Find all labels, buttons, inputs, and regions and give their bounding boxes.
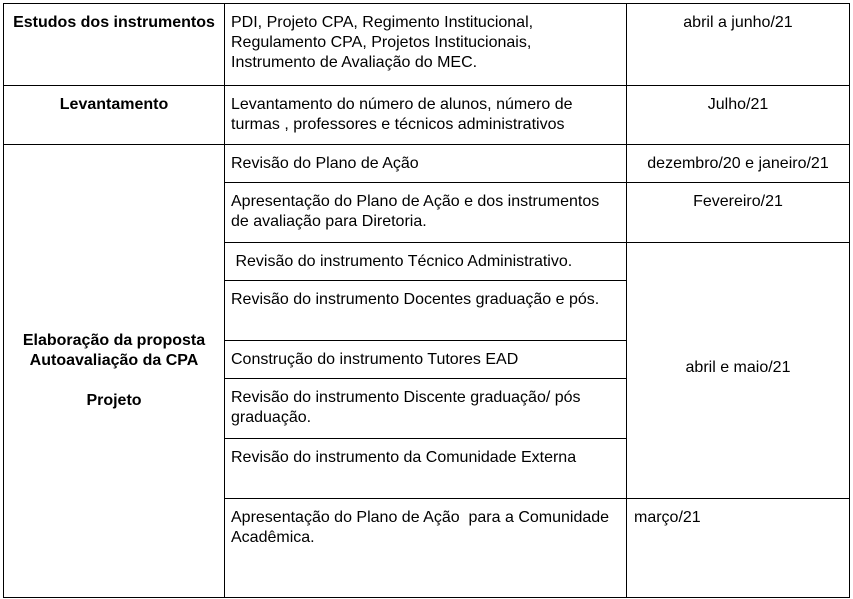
activity-cell: Revisão do instrumento Docentes graduação e pós. xyxy=(225,281,627,341)
period-cell: março/21 xyxy=(627,499,850,598)
activity-cell: Revisão do instrumento Técnico Administrativo. xyxy=(225,243,627,281)
activity-cell: Construção do instrumento Tutores EAD xyxy=(225,341,627,379)
stage-cell-group xyxy=(4,145,225,598)
table-row xyxy=(4,4,850,86)
activity-cell: Revisão do instrumento Discente graduação/ pós graduação. xyxy=(225,379,627,439)
activity-cell: Revisão do instrumento da Comunidade Externa xyxy=(225,439,627,499)
period-cell: Fevereiro/21 xyxy=(627,183,850,243)
activity-cell: PDI, Projeto CPA, Regimento Institucional, Regulamento CPA, Projetos Institucionais, Instrumento de Avaliação do MEC. xyxy=(225,4,627,86)
stage-cell: Levantamento xyxy=(4,86,225,145)
period-cell: abril a junho/21 xyxy=(627,4,850,86)
stage-cell: Estudos dos instrumentos xyxy=(4,4,225,86)
activity-cell: Apresentação do Plano de Ação e dos instrumentos de avaliação para Diretoria. xyxy=(225,183,627,243)
stage-group-title: Elaboração da proposta Autoavaliação da CPA xyxy=(22,332,206,369)
activity-cell: Apresentação do Plano de Ação para a Comunidade Acadêmica. xyxy=(225,499,627,598)
stage-group-subtitle: Projeto xyxy=(86,392,142,409)
period-cell: abril e maio/21 xyxy=(627,243,850,499)
schedule-table xyxy=(3,3,850,598)
table-row xyxy=(4,145,850,183)
period-cell: Julho/21 xyxy=(627,86,850,145)
period-cell: dezembro/20 e janeiro/21 xyxy=(627,145,850,183)
table-row xyxy=(4,86,850,145)
activity-cell: Levantamento do número de alunos, número de turmas , professores e técnicos administrativos xyxy=(225,86,627,145)
activity-cell: Revisão do Plano de Ação xyxy=(225,145,627,183)
